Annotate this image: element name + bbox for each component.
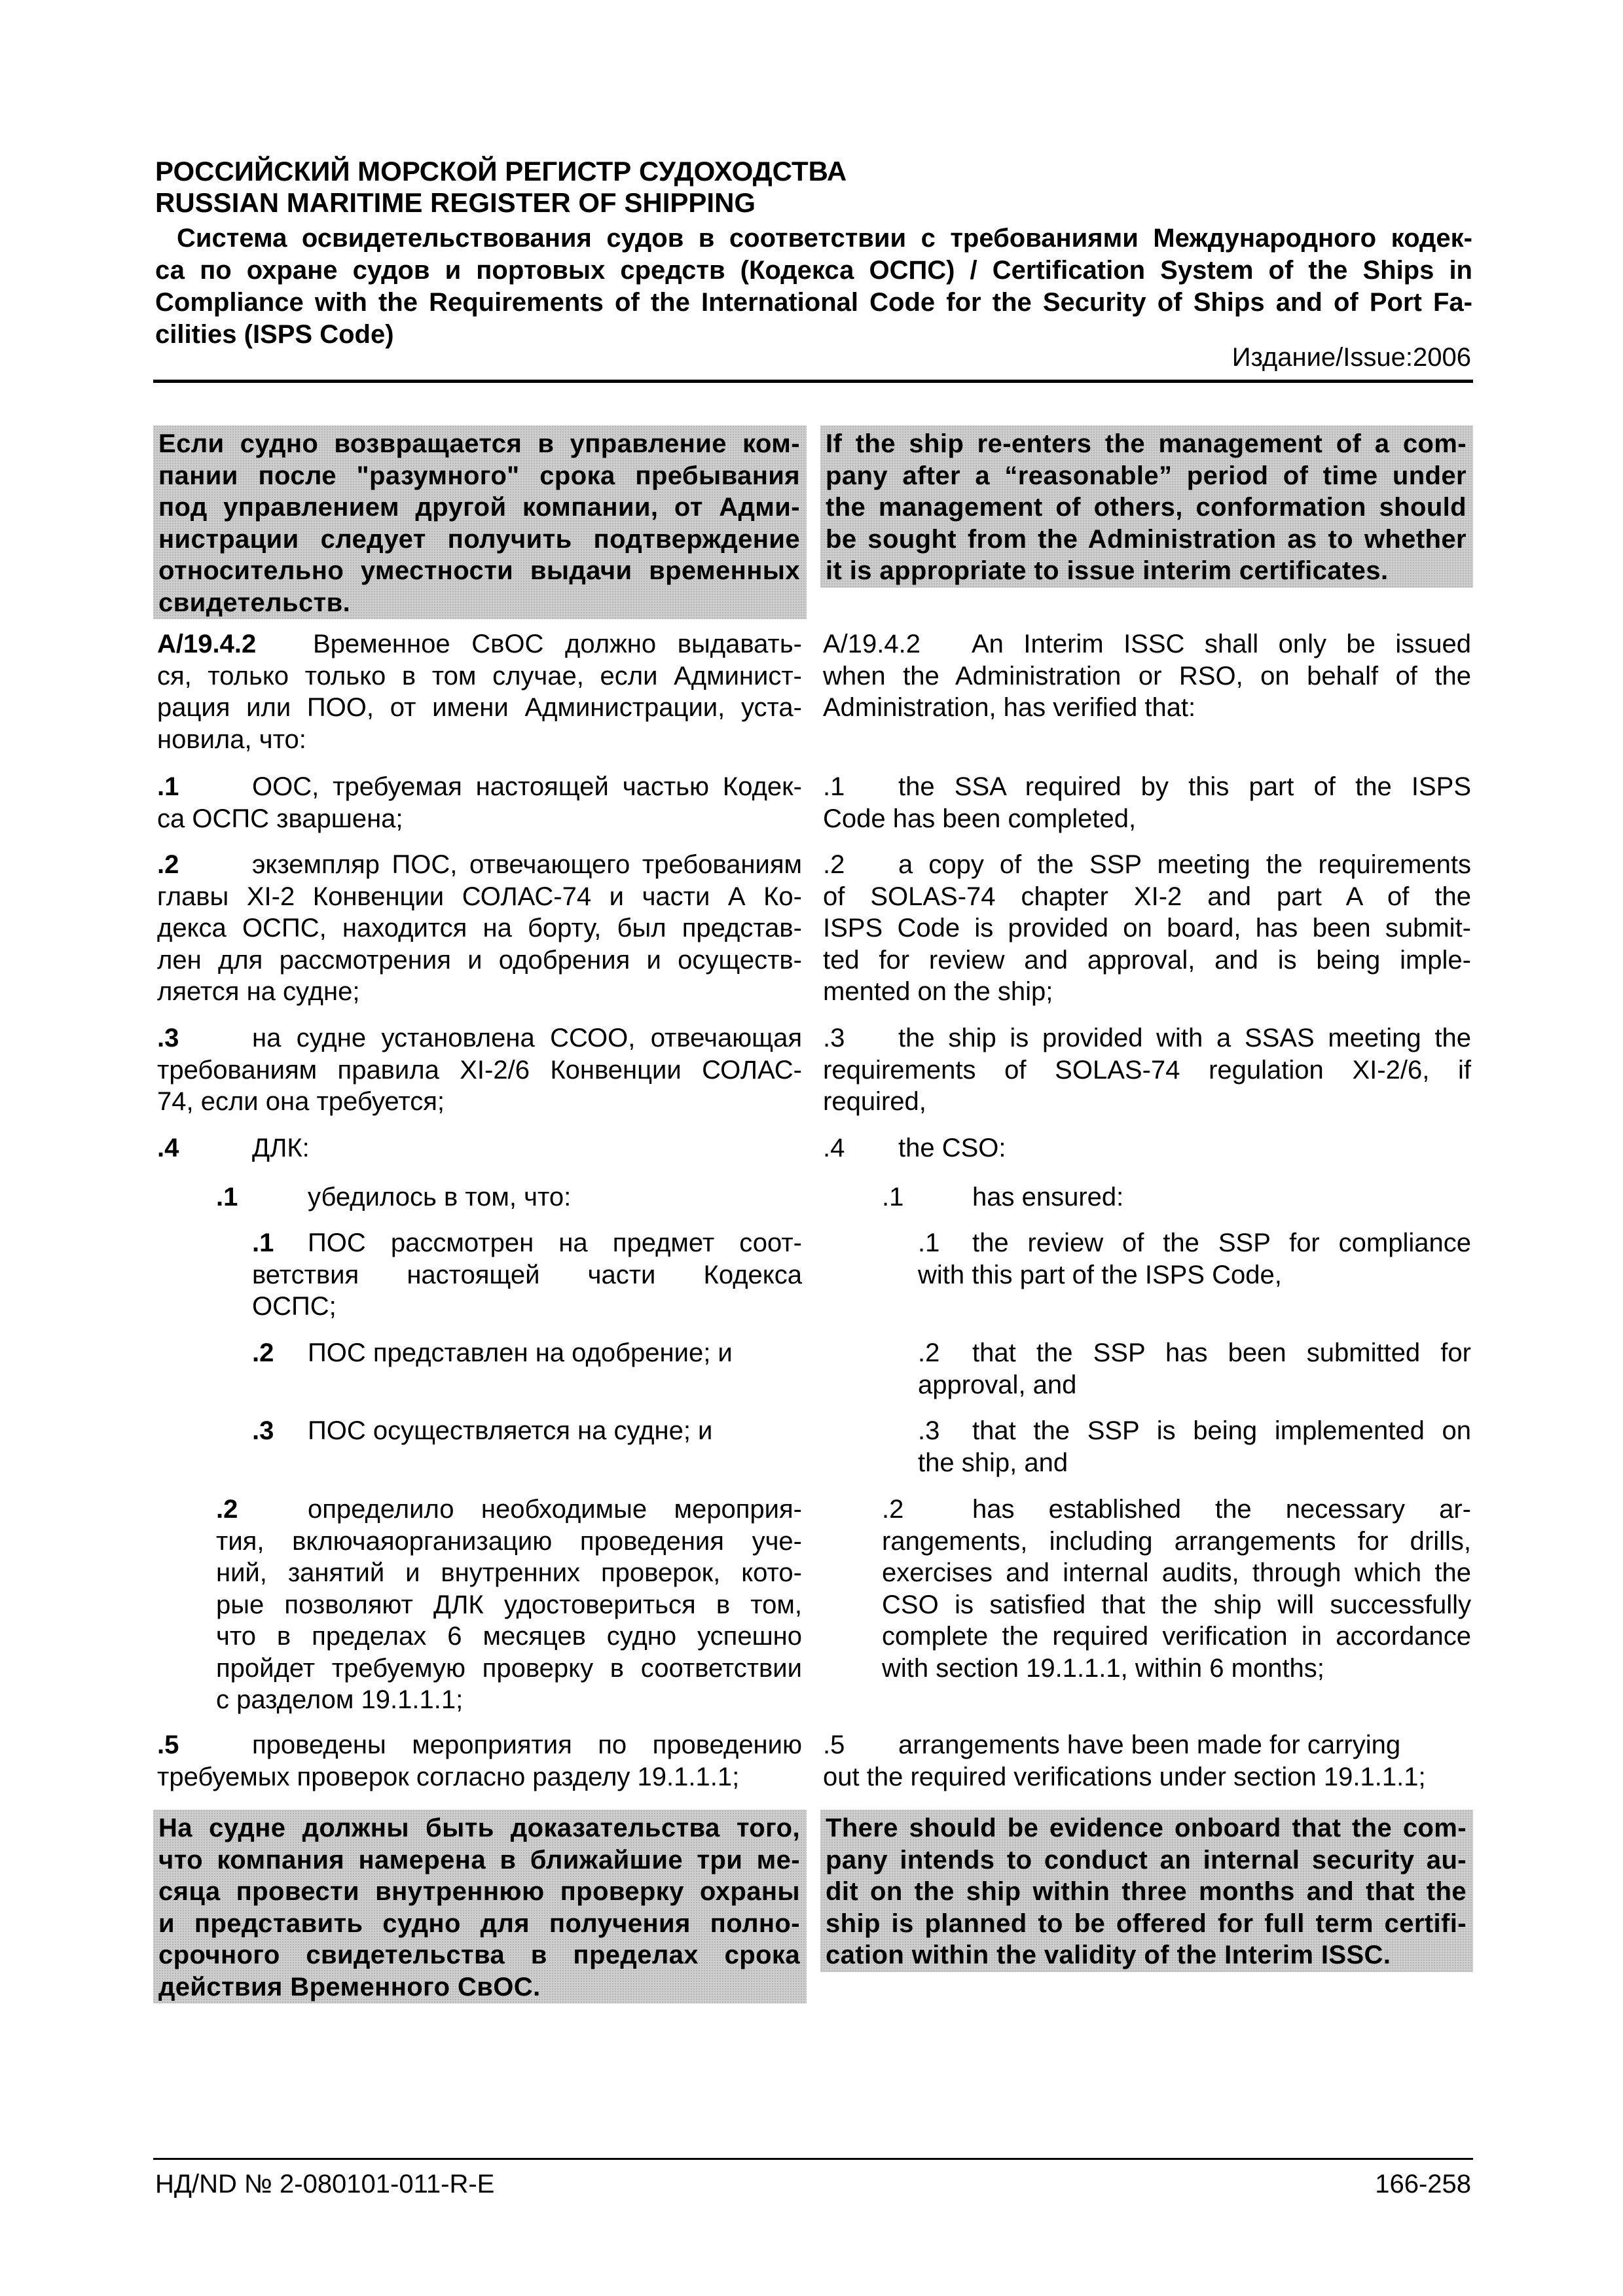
- item-text: [918, 1227, 1471, 1291]
- header-subtitle: [155, 223, 1472, 351]
- item-number: .2: [252, 1338, 274, 1367]
- text-line: проведены мероприятия по проведению: [252, 1731, 802, 1759]
- item-text: [252, 1227, 802, 1323]
- text-line: pany after a “reasonable” period of time under: [826, 461, 1467, 490]
- item-text: [918, 1415, 1471, 1479]
- text-line: сяца провести внутреннюю проверку охраны: [158, 1877, 800, 1906]
- item-number: .5: [823, 1731, 845, 1759]
- item-text: [157, 771, 802, 834]
- text-line: with section 19.1.1.1, within 6 months;: [882, 1653, 1324, 1683]
- text-line: требованиям правила XI-2/6 Конвенции СОЛАС-: [157, 1055, 802, 1085]
- text-line: An Interim ISSC shall only be issued: [972, 630, 1471, 658]
- issue-label: Издание/Issue:2006: [1231, 343, 1471, 372]
- item-number: .5: [157, 1731, 179, 1759]
- item-number: .3: [823, 1024, 845, 1052]
- item-number: .2: [918, 1338, 940, 1367]
- text-line: рые позволяют ДЛК удостовериться в том,: [216, 1590, 802, 1619]
- text-line: has established the necessary ar-: [972, 1495, 1471, 1524]
- text-line: exercises and internal audits, through which the: [882, 1558, 1471, 1587]
- section-text: [823, 628, 1471, 724]
- item-text: [823, 1022, 1471, 1118]
- item-text: ДЛК:: [252, 1134, 310, 1162]
- item-number: .2: [882, 1495, 904, 1524]
- text-line: ООС, требуемая настоящей частью Кодек-: [252, 772, 802, 801]
- text-line: the ship is provided with a SSAS meeting the: [898, 1024, 1471, 1052]
- item-number: .1: [918, 1229, 940, 1257]
- section-number: A/19.4.2: [823, 630, 921, 658]
- text-line: лен для рассмотрения и одобрения и осуществ-: [157, 945, 802, 975]
- text-line: the review of the SSP for compliance: [972, 1229, 1471, 1257]
- item-number: .4: [157, 1134, 179, 1162]
- text-line: ted for review and approval, and is being imple-: [823, 945, 1471, 975]
- text-line: ся, только только в том случае, если Админист-: [157, 661, 802, 691]
- text-line: complete the required verification in accordance: [882, 1622, 1471, 1651]
- shaded-note-en: [820, 1810, 1473, 1972]
- header-rule: [153, 380, 1473, 383]
- text-line: If the ship re-enters the management of a com-: [826, 429, 1467, 458]
- text-line: required,: [823, 1087, 926, 1116]
- item-number: .2: [216, 1495, 238, 1524]
- subtitle-line: Compliance with the Requirements of the International Code for the Security of Ships and of Port Fa-: [155, 288, 1472, 317]
- text-line: CSO is satisfied that the ship will successfully: [882, 1590, 1471, 1619]
- note-text: [158, 428, 800, 619]
- text-line: ний, занятий и внутренних проверок, кото-: [216, 1558, 802, 1587]
- text-line: и представить судно для получения полно-: [158, 1909, 800, 1938]
- item-number: .1: [823, 772, 845, 801]
- text-line: ПОС рассмотрен на предмет соот-: [308, 1229, 802, 1257]
- item-text: [823, 771, 1471, 834]
- text-line: декса ОСПС, находится на борту, был представ-: [157, 914, 802, 942]
- subtitle-line: cilities (ISPS Code): [155, 320, 394, 349]
- item-text: [882, 1494, 1471, 1684]
- text-line: the ship, and: [918, 1448, 1068, 1477]
- text-line: of SOLAS-74 chapter XI-2 and part A of the: [823, 882, 1471, 911]
- page-number: 166-258: [1375, 2170, 1471, 2198]
- text-line: out the required verifications under section 19.1.1.1;: [823, 1762, 1426, 1791]
- text-line: ветствия настоящей части Кодекса: [252, 1260, 802, 1289]
- item-text: [216, 1494, 802, 1716]
- item-text: [823, 849, 1471, 1008]
- note-text: [826, 1812, 1467, 1971]
- text-line: Если судно возвращается в управление ком-: [158, 429, 800, 458]
- text-line: Временное СвОС должно выдавать-: [313, 630, 802, 658]
- text-line: with this part of the ISPS Code,: [918, 1260, 1282, 1289]
- text-line: dit on the ship within three months and that the: [826, 1877, 1467, 1906]
- item-text: убедилось в том, что:: [308, 1183, 572, 1211]
- text-line: под управлением другой компании, от Адми-: [158, 493, 800, 522]
- text-line: ship is planned to be offered for full term certifi-: [826, 1909, 1467, 1938]
- item-text: the CSO:: [898, 1134, 1006, 1162]
- text-line: approval, and: [918, 1370, 1077, 1399]
- text-line: There should be evidence onboard that the com-: [826, 1814, 1467, 1842]
- text-line: действия Временного СвОС.: [158, 1972, 541, 2001]
- note-text: [158, 1812, 800, 2003]
- subtitle-line: са по охране судов и портовых средств (Кодекса ОСПС) / Certification System of the Ships in: [155, 256, 1472, 285]
- text-line: the SSA required by this part of the ISPS: [898, 772, 1471, 801]
- section-text: [157, 628, 802, 755]
- text-line: rangements, including arrangements for drills,: [882, 1526, 1471, 1556]
- text-line: 74, если она требуется;: [157, 1087, 445, 1116]
- text-line: экземпляр ПОС, отвечающего требованиям: [252, 850, 802, 879]
- text-line: Administration, has verified that:: [823, 693, 1196, 722]
- item-number: .3: [157, 1024, 179, 1052]
- text-line: са ОСПС зваршена;: [157, 804, 403, 833]
- text-line: when the Administration or RSO, on behalf of the: [823, 661, 1471, 691]
- item-number: .1: [882, 1183, 904, 1211]
- text-line: тия, включаяорганизацию проведения уче-: [216, 1526, 802, 1556]
- shaded-note-ru: [153, 1810, 807, 2003]
- item-text: has ensured:: [972, 1183, 1124, 1211]
- text-line: пании после "разумного" срока пребывания: [158, 461, 800, 490]
- text-line: the management of others, conformation should: [826, 493, 1467, 522]
- text-line: свидетельств.: [158, 588, 351, 617]
- shaded-note-ru: [153, 425, 807, 619]
- item-number: .1: [216, 1183, 238, 1211]
- text-line: Code has been completed,: [823, 804, 1137, 833]
- item-text: [918, 1337, 1471, 1401]
- item-number: .1: [157, 772, 179, 801]
- text-line: относительно уместности выдачи временных: [158, 556, 800, 585]
- footer-rule: [153, 2158, 1473, 2160]
- text-line: be sought from the Administration as to whether: [826, 524, 1467, 554]
- item-number: .1: [252, 1229, 274, 1257]
- text-line: срочного свидетельства в пределах срока: [158, 1941, 800, 1969]
- item-text: [823, 1729, 1471, 1793]
- text-line: that the SSP has been submitted for: [972, 1338, 1471, 1367]
- text-line: определило необходимые мероприя-: [308, 1495, 802, 1524]
- text-line: ISPS Code is provided on board, has been submit-: [823, 914, 1471, 942]
- text-line: новила, что:: [157, 725, 306, 754]
- text-line: главы XI-2 Конвенции СОЛАС-74 и части А Ко-: [157, 882, 802, 911]
- text-line: mented on the ship;: [823, 977, 1053, 1006]
- text-line: на судне установлена ССОО, отвечающая: [252, 1024, 802, 1052]
- shaded-note-en: [820, 425, 1473, 588]
- document-number: НД/ND № 2-080101-011-R-E: [155, 2170, 495, 2198]
- note-text: [826, 428, 1467, 587]
- item-number: .2: [157, 850, 179, 879]
- text-line: that the SSP is being implemented on: [972, 1416, 1471, 1445]
- text-line: pany intends to conduct an internal security au-: [826, 1845, 1467, 1874]
- section-number: A/19.4.2: [157, 630, 257, 658]
- text-line: что компания намерена в ближайшие три ме-: [158, 1845, 800, 1874]
- item-number: .3: [252, 1416, 274, 1445]
- item-text: [157, 849, 802, 1008]
- text-line: cation within the validity of the Interim ISSC.: [826, 1941, 1391, 1969]
- text-line: что в пределах 6 месяцев судно успешно: [216, 1622, 802, 1651]
- text-line: arrangements have been made for carrying: [898, 1731, 1401, 1759]
- text-line: требуемых проверок согласно разделу 19.1.1.1;: [157, 1762, 740, 1791]
- text-line: На судне должны быть доказательства того,: [158, 1814, 800, 1842]
- header-title-en: RUSSIAN MARITIME REGISTER OF SHIPPING: [155, 187, 756, 218]
- text-line: с разделом 19.1.1.1;: [216, 1685, 464, 1714]
- text-line: ляется на судне;: [157, 977, 360, 1006]
- item-number: .4: [823, 1134, 845, 1162]
- item-text: ПОС представлен на одобрение; и: [308, 1338, 733, 1367]
- subtitle-line: Система освидетельствования судов в соответствии с требованиями Международного кодек-: [177, 224, 1472, 253]
- text-line: нистрации следует получить подтверждение: [158, 524, 800, 554]
- item-number: .3: [918, 1416, 940, 1445]
- text-line: requirements of SOLAS-74 regulation XI-2/6, if: [823, 1055, 1471, 1085]
- text-line: рация или ПОО, от имени Администрации, уста-: [157, 693, 802, 722]
- text-line: it is appropriate to issue interim certificates.: [826, 556, 1389, 585]
- header-title-ru: РОССИЙСКИЙ МОРСКОЙ РЕГИСТР СУДОХОДСТВА: [155, 156, 847, 187]
- text-line: пройдет требуемую проверку в соответствии: [216, 1653, 802, 1683]
- text-line: a copy of the SSP meeting the requirements: [898, 850, 1471, 879]
- item-text: [157, 1729, 802, 1793]
- item-text: [157, 1022, 802, 1118]
- item-text: ПОС осуществляется на судне; и: [308, 1416, 713, 1445]
- item-number: .2: [823, 850, 845, 879]
- text-line: ОСПС;: [252, 1292, 337, 1321]
